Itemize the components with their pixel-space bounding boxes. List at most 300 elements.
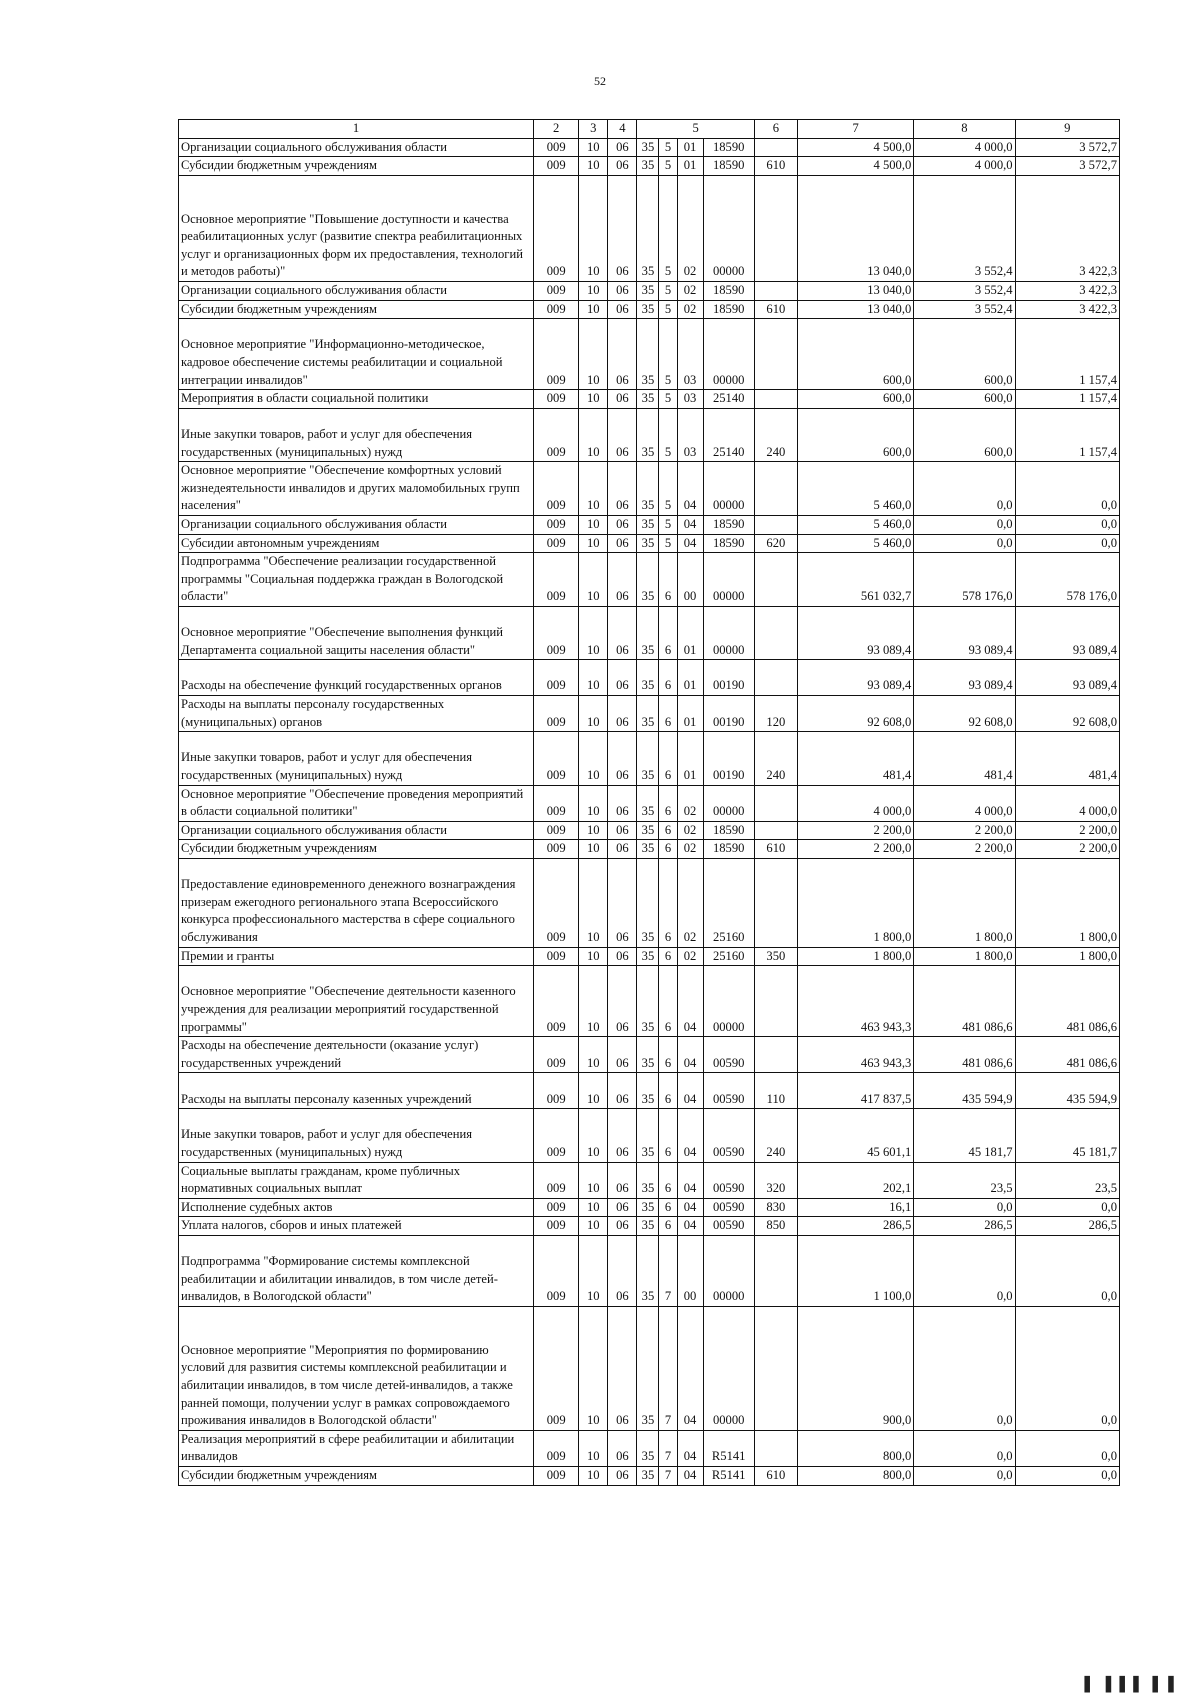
- target-article-cell: 35: [637, 1306, 659, 1430]
- target-article-cell: 7: [659, 1466, 677, 1485]
- target-article-cell: 35: [637, 947, 659, 966]
- amount-cell-9: 1 157,4: [1015, 408, 1119, 461]
- table-row: [179, 1235, 1120, 1306]
- amount-cell-8: 0,0: [914, 462, 1015, 516]
- scan-marks: ▌ ▌▌▌▐ ▌: [1084, 1677, 1182, 1693]
- row-name-cell: Субсидии бюджетным учреждениям: [179, 840, 534, 859]
- target-article-cell: 6: [659, 1073, 677, 1109]
- target-article-cell: 00000: [703, 553, 754, 607]
- section-cell: 10: [579, 966, 608, 1037]
- subsection-cell: 06: [608, 947, 637, 966]
- code-cell: 009: [534, 1235, 579, 1306]
- amount-cell-8: 0,0: [914, 1430, 1015, 1466]
- row-name-cell: Основное мероприятие "Обеспечение деятельности казенного учреждения для реализации мероприятий государственной программы": [179, 966, 534, 1037]
- table-row: [179, 408, 1120, 461]
- amount-cell-9: 2 200,0: [1015, 840, 1119, 859]
- code-cell: 009: [534, 1217, 579, 1236]
- amount-cell-8: 600,0: [914, 408, 1015, 461]
- amount-cell-9: 0,0: [1015, 462, 1119, 516]
- target-article-cell: 00: [677, 553, 703, 607]
- table-header-row: [179, 120, 1120, 139]
- target-article-cell: 00000: [703, 1235, 754, 1306]
- expense-type-cell: [754, 138, 797, 157]
- target-article-cell: 5: [659, 300, 677, 319]
- amount-cell-8: 1 800,0: [914, 859, 1015, 948]
- target-article-cell: 6: [659, 1217, 677, 1236]
- row-name-cell: Реализация мероприятий в сфере реабилитации и абилитации инвалидов: [179, 1430, 534, 1466]
- subsection-cell: 06: [608, 1073, 637, 1109]
- target-article-cell: 35: [637, 281, 659, 300]
- amount-cell-7: 13 040,0: [797, 300, 913, 319]
- table-row: [179, 859, 1120, 948]
- target-article-cell: 25160: [703, 947, 754, 966]
- row-name-cell: Исполнение судебных актов: [179, 1198, 534, 1217]
- target-article-cell: 35: [637, 1430, 659, 1466]
- row-name-cell: Расходы на обеспечение деятельности (оказание услуг) государственных учреждений: [179, 1037, 534, 1073]
- target-article-cell: 5: [659, 175, 677, 281]
- row-name-cell: Подпрограмма "Обеспечение реализации государственной программы "Социальная поддержка граждан в Вологодской области": [179, 553, 534, 607]
- expense-type-cell: [754, 281, 797, 300]
- amount-cell-7: 1 800,0: [797, 947, 913, 966]
- table-row: [179, 1162, 1120, 1198]
- target-article-cell: 18590: [703, 300, 754, 319]
- target-article-cell: 00000: [703, 966, 754, 1037]
- section-cell: 10: [579, 462, 608, 516]
- section-cell: 10: [579, 534, 608, 553]
- target-article-cell: 00000: [703, 319, 754, 390]
- code-cell: 009: [534, 732, 579, 785]
- table-row: [179, 157, 1120, 176]
- amount-cell-7: 600,0: [797, 408, 913, 461]
- target-article-cell: 00000: [703, 462, 754, 516]
- subsection-cell: 06: [608, 281, 637, 300]
- target-article-cell: 6: [659, 947, 677, 966]
- expense-type-cell: [754, 859, 797, 948]
- row-name-cell: Организации социального обслуживания области: [179, 138, 534, 157]
- target-article-cell: 00590: [703, 1217, 754, 1236]
- row-name-cell: Субсидии бюджетным учреждениям: [179, 300, 534, 319]
- target-article-cell: 00000: [703, 1306, 754, 1430]
- amount-cell-7: 2 200,0: [797, 840, 913, 859]
- code-cell: 009: [534, 157, 579, 176]
- table-row: [179, 1073, 1120, 1109]
- target-article-cell: 7: [659, 1430, 677, 1466]
- amount-cell-9: 578 176,0: [1015, 553, 1119, 607]
- code-cell: 009: [534, 1109, 579, 1162]
- target-article-cell: 6: [659, 553, 677, 607]
- subsection-cell: 06: [608, 462, 637, 516]
- code-cell: 009: [534, 1073, 579, 1109]
- target-article-cell: 03: [677, 319, 703, 390]
- expense-type-cell: 240: [754, 732, 797, 785]
- target-article-cell: 00590: [703, 1198, 754, 1217]
- expense-type-cell: [754, 966, 797, 1037]
- code-cell: 009: [534, 660, 579, 696]
- target-article-cell: 01: [677, 606, 703, 659]
- amount-cell-9: 0,0: [1015, 1466, 1119, 1485]
- amount-cell-7: 1 100,0: [797, 1235, 913, 1306]
- subsection-cell: 06: [608, 840, 637, 859]
- row-name-cell: Субсидии бюджетным учреждениям: [179, 1466, 534, 1485]
- budget-table: [178, 119, 1120, 1486]
- amount-cell-8: 481 086,6: [914, 1037, 1015, 1073]
- amount-cell-9: 1 157,4: [1015, 390, 1119, 409]
- amount-cell-9: 1 157,4: [1015, 319, 1119, 390]
- table-row: [179, 300, 1120, 319]
- amount-cell-8: 0,0: [914, 515, 1015, 534]
- subsection-cell: 06: [608, 534, 637, 553]
- row-name-cell: Основное мероприятие "Мероприятия по формированию условий для развития системы комплексной реабилитации и абилитации инвалидов, в том числе детей-инвалидов, а также ранней помощи, получении услуг в рамках сопровождаемого проживания инвалидов в Вологодской области": [179, 1306, 534, 1430]
- code-cell: 009: [534, 947, 579, 966]
- code-cell: 009: [534, 785, 579, 821]
- amount-cell-9: 0,0: [1015, 1430, 1119, 1466]
- section-cell: 10: [579, 281, 608, 300]
- row-name-cell: Социальные выплаты гражданам, кроме публичных нормативных социальных выплат: [179, 1162, 534, 1198]
- target-article-cell: 18590: [703, 534, 754, 553]
- target-article-cell: 6: [659, 859, 677, 948]
- table-row: [179, 1430, 1120, 1466]
- expense-type-cell: [754, 1306, 797, 1430]
- target-article-cell: 5: [659, 515, 677, 534]
- amount-cell-9: 3 422,3: [1015, 300, 1119, 319]
- target-article-cell: 00590: [703, 1109, 754, 1162]
- expense-type-cell: [754, 1430, 797, 1466]
- table-row: [179, 785, 1120, 821]
- amount-cell-8: 600,0: [914, 390, 1015, 409]
- code-cell: 009: [534, 696, 579, 732]
- target-article-cell: 25140: [703, 408, 754, 461]
- subsection-cell: 06: [608, 660, 637, 696]
- table-row: [179, 319, 1120, 390]
- target-article-cell: 02: [677, 840, 703, 859]
- table-row: [179, 515, 1120, 534]
- section-cell: 10: [579, 319, 608, 390]
- amount-cell-7: 202,1: [797, 1162, 913, 1198]
- row-name-cell: Мероприятия в области социальной политики: [179, 390, 534, 409]
- target-article-cell: 35: [637, 408, 659, 461]
- target-article-cell: 02: [677, 821, 703, 840]
- amount-cell-8: 2 200,0: [914, 840, 1015, 859]
- subsection-cell: 06: [608, 606, 637, 659]
- target-article-cell: 5: [659, 462, 677, 516]
- code-cell: 009: [534, 408, 579, 461]
- table-row: [179, 138, 1120, 157]
- target-article-cell: 35: [637, 1466, 659, 1485]
- code-cell: 009: [534, 1466, 579, 1485]
- subsection-cell: 06: [608, 157, 637, 176]
- expense-type-cell: [754, 319, 797, 390]
- section-cell: 10: [579, 390, 608, 409]
- expense-type-cell: [754, 515, 797, 534]
- target-article-cell: 35: [637, 696, 659, 732]
- subsection-cell: 06: [608, 408, 637, 461]
- row-name-cell: Подпрограмма "Формирование системы комплексной реабилитации и абилитации инвалидов, в том числе детей-инвалидов, в Вологодской области": [179, 1235, 534, 1306]
- expense-type-cell: 610: [754, 157, 797, 176]
- amount-cell-7: 900,0: [797, 1306, 913, 1430]
- section-cell: 10: [579, 821, 608, 840]
- section-cell: 10: [579, 1466, 608, 1485]
- subsection-cell: 06: [608, 696, 637, 732]
- target-article-cell: 18590: [703, 840, 754, 859]
- amount-cell-9: 93 089,4: [1015, 660, 1119, 696]
- code-cell: 009: [534, 1306, 579, 1430]
- subsection-cell: 06: [608, 1037, 637, 1073]
- target-article-cell: 02: [677, 947, 703, 966]
- subsection-cell: 06: [608, 1217, 637, 1236]
- expense-type-cell: [754, 1037, 797, 1073]
- target-article-cell: 6: [659, 696, 677, 732]
- table-row: [179, 821, 1120, 840]
- target-article-cell: 5: [659, 390, 677, 409]
- amount-cell-8: 435 594,9: [914, 1073, 1015, 1109]
- amount-cell-9: 45 181,7: [1015, 1109, 1119, 1162]
- target-article-cell: 04: [677, 1109, 703, 1162]
- target-article-cell: 6: [659, 1198, 677, 1217]
- row-name-cell: Основное мероприятие "Обеспечение выполнения функций Департамента социальной защиты населения области": [179, 606, 534, 659]
- target-article-cell: 5: [659, 157, 677, 176]
- amount-cell-9: 0,0: [1015, 1235, 1119, 1306]
- row-name-cell: Субсидии бюджетным учреждениям: [179, 157, 534, 176]
- subsection-cell: 06: [608, 1198, 637, 1217]
- code-cell: 009: [534, 390, 579, 409]
- amount-cell-7: 800,0: [797, 1430, 913, 1466]
- amount-cell-9: 286,5: [1015, 1217, 1119, 1236]
- target-article-cell: 04: [677, 1306, 703, 1430]
- table-row: [179, 947, 1120, 966]
- section-cell: 10: [579, 1306, 608, 1430]
- code-cell: 009: [534, 534, 579, 553]
- amount-cell-8: 93 089,4: [914, 660, 1015, 696]
- row-name-cell: Расходы на выплаты персоналу государственных (муниципальных) органов: [179, 696, 534, 732]
- target-article-cell: 04: [677, 1217, 703, 1236]
- table-row: [179, 390, 1120, 409]
- target-article-cell: 00590: [703, 1037, 754, 1073]
- target-article-cell: 18590: [703, 138, 754, 157]
- amount-cell-8: 481,4: [914, 732, 1015, 785]
- amount-cell-7: 800,0: [797, 1466, 913, 1485]
- target-article-cell: 35: [637, 138, 659, 157]
- table-row: [179, 534, 1120, 553]
- target-article-cell: 04: [677, 1198, 703, 1217]
- target-article-cell: 35: [637, 175, 659, 281]
- amount-cell-8: 600,0: [914, 319, 1015, 390]
- amount-cell-9: 481 086,6: [1015, 966, 1119, 1037]
- expense-type-cell: 830: [754, 1198, 797, 1217]
- amount-cell-8: 2 200,0: [914, 821, 1015, 840]
- target-article-cell: 6: [659, 660, 677, 696]
- code-cell: 009: [534, 300, 579, 319]
- code-cell: 009: [534, 859, 579, 948]
- target-article-cell: 35: [637, 515, 659, 534]
- target-article-cell: 01: [677, 157, 703, 176]
- amount-cell-9: 0,0: [1015, 515, 1119, 534]
- table-row: [179, 175, 1120, 281]
- target-article-cell: 6: [659, 1162, 677, 1198]
- target-article-cell: 04: [677, 534, 703, 553]
- target-article-cell: 35: [637, 157, 659, 176]
- target-article-cell: 6: [659, 1037, 677, 1073]
- table-row: [179, 732, 1120, 785]
- expense-type-cell: 240: [754, 408, 797, 461]
- amount-cell-7: 4 000,0: [797, 785, 913, 821]
- target-article-cell: 5: [659, 281, 677, 300]
- subsection-cell: 06: [608, 1235, 637, 1306]
- expense-type-cell: [754, 553, 797, 607]
- subsection-cell: 06: [608, 319, 637, 390]
- target-article-cell: 04: [677, 1073, 703, 1109]
- target-article-cell: 35: [637, 732, 659, 785]
- target-article-cell: 5: [659, 408, 677, 461]
- table-row: [179, 1306, 1120, 1430]
- section-cell: 10: [579, 553, 608, 607]
- target-article-cell: 35: [637, 1235, 659, 1306]
- row-name-cell: Организации социального обслуживания области: [179, 515, 534, 534]
- section-cell: 10: [579, 157, 608, 176]
- target-article-cell: 35: [637, 553, 659, 607]
- section-cell: 10: [579, 1198, 608, 1217]
- subsection-cell: 06: [608, 966, 637, 1037]
- target-article-cell: 02: [677, 300, 703, 319]
- row-name-cell: Организации социального обслуживания области: [179, 281, 534, 300]
- target-article-cell: 5: [659, 319, 677, 390]
- target-article-cell: 00: [677, 1235, 703, 1306]
- subsection-cell: 06: [608, 1466, 637, 1485]
- subsection-cell: 06: [608, 1162, 637, 1198]
- row-name-cell: Субсидии автономным учреждениям: [179, 534, 534, 553]
- target-article-cell: 00000: [703, 175, 754, 281]
- amount-cell-9: 1 800,0: [1015, 859, 1119, 948]
- target-article-cell: 03: [677, 408, 703, 461]
- subsection-cell: 06: [608, 138, 637, 157]
- table-row: [179, 1466, 1120, 1485]
- subsection-cell: 06: [608, 859, 637, 948]
- target-article-cell: R5141: [703, 1466, 754, 1485]
- row-name-cell: Расходы на выплаты персоналу казенных учреждений: [179, 1073, 534, 1109]
- target-article-cell: 04: [677, 515, 703, 534]
- table-row: [179, 462, 1120, 516]
- expense-type-cell: [754, 390, 797, 409]
- amount-cell-7: 92 608,0: [797, 696, 913, 732]
- amount-cell-7: 463 943,3: [797, 1037, 913, 1073]
- amount-cell-8: 3 552,4: [914, 300, 1015, 319]
- target-article-cell: 00590: [703, 1073, 754, 1109]
- target-article-cell: 7: [659, 1306, 677, 1430]
- expense-type-cell: [754, 660, 797, 696]
- row-name-cell: Иные закупки товаров, работ и услуг для обеспечения государственных (муниципальных) нужд: [179, 1109, 534, 1162]
- target-article-cell: 35: [637, 1037, 659, 1073]
- column-header: 7: [797, 120, 913, 139]
- code-cell: 009: [534, 462, 579, 516]
- row-name-cell: Основное мероприятие "Повышение доступности и качества реабилитационных услуг (развитие спектра реабилитационных услуг и организационных форм их предоставления, технологий и методов работы)": [179, 175, 534, 281]
- amount-cell-8: 4 000,0: [914, 785, 1015, 821]
- amount-cell-8: 93 089,4: [914, 606, 1015, 659]
- row-name-cell: Основное мероприятие "Информационно-методическое, кадровое обеспечение системы реабилитации и социальной интеграции инвалидов": [179, 319, 534, 390]
- section-cell: 10: [579, 515, 608, 534]
- amount-cell-9: 2 200,0: [1015, 821, 1119, 840]
- target-article-cell: 35: [637, 606, 659, 659]
- expense-type-cell: 610: [754, 300, 797, 319]
- target-article-cell: 02: [677, 859, 703, 948]
- amount-cell-7: 286,5: [797, 1217, 913, 1236]
- table-row: [179, 840, 1120, 859]
- amount-cell-8: 1 800,0: [914, 947, 1015, 966]
- amount-cell-9: 0,0: [1015, 534, 1119, 553]
- code-cell: 009: [534, 1430, 579, 1466]
- code-cell: 009: [534, 1162, 579, 1198]
- section-cell: 10: [579, 840, 608, 859]
- subsection-cell: 06: [608, 300, 637, 319]
- expense-type-cell: 850: [754, 1217, 797, 1236]
- target-article-cell: 35: [637, 966, 659, 1037]
- table-row: [179, 660, 1120, 696]
- amount-cell-9: 23,5: [1015, 1162, 1119, 1198]
- amount-cell-8: 481 086,6: [914, 966, 1015, 1037]
- row-name-cell: Премии и гранты: [179, 947, 534, 966]
- section-cell: 10: [579, 660, 608, 696]
- subsection-cell: 06: [608, 553, 637, 607]
- amount-cell-7: 45 601,1: [797, 1109, 913, 1162]
- amount-cell-8: 0,0: [914, 534, 1015, 553]
- target-article-cell: 35: [637, 1217, 659, 1236]
- target-article-cell: 6: [659, 840, 677, 859]
- target-article-cell: 5: [659, 534, 677, 553]
- amount-cell-7: 600,0: [797, 319, 913, 390]
- amount-cell-7: 13 040,0: [797, 281, 913, 300]
- amount-cell-9: 92 608,0: [1015, 696, 1119, 732]
- target-article-cell: 18590: [703, 821, 754, 840]
- expense-type-cell: [754, 1235, 797, 1306]
- amount-cell-9: 0,0: [1015, 1306, 1119, 1430]
- amount-cell-7: 5 460,0: [797, 462, 913, 516]
- amount-cell-8: 0,0: [914, 1235, 1015, 1306]
- code-cell: 009: [534, 138, 579, 157]
- code-cell: 009: [534, 281, 579, 300]
- expense-type-cell: 610: [754, 840, 797, 859]
- subsection-cell: 06: [608, 1430, 637, 1466]
- amount-cell-8: 286,5: [914, 1217, 1015, 1236]
- amount-cell-7: 417 837,5: [797, 1073, 913, 1109]
- section-cell: 10: [579, 785, 608, 821]
- expense-type-cell: [754, 175, 797, 281]
- table-row: [179, 553, 1120, 607]
- expense-type-cell: 120: [754, 696, 797, 732]
- subsection-cell: 06: [608, 515, 637, 534]
- target-article-cell: 35: [637, 1198, 659, 1217]
- target-article-cell: 35: [637, 462, 659, 516]
- row-name-cell: Организации социального обслуживания области: [179, 821, 534, 840]
- amount-cell-7: 4 500,0: [797, 157, 913, 176]
- target-article-cell: R5141: [703, 1430, 754, 1466]
- target-article-cell: 00190: [703, 732, 754, 785]
- column-header: 3: [579, 120, 608, 139]
- amount-cell-9: 3 572,7: [1015, 138, 1119, 157]
- target-article-cell: 01: [677, 696, 703, 732]
- target-article-cell: 6: [659, 785, 677, 821]
- amount-cell-7: 561 032,7: [797, 553, 913, 607]
- section-cell: 10: [579, 1109, 608, 1162]
- amount-cell-8: 0,0: [914, 1198, 1015, 1217]
- table-row: [179, 1217, 1120, 1236]
- target-article-cell: 02: [677, 175, 703, 281]
- expense-type-cell: 320: [754, 1162, 797, 1198]
- target-article-cell: 18590: [703, 157, 754, 176]
- target-article-cell: 35: [637, 840, 659, 859]
- target-article-cell: 25160: [703, 859, 754, 948]
- amount-cell-9: 481 086,6: [1015, 1037, 1119, 1073]
- target-article-cell: 35: [637, 300, 659, 319]
- target-article-cell: 04: [677, 1162, 703, 1198]
- section-cell: 10: [579, 606, 608, 659]
